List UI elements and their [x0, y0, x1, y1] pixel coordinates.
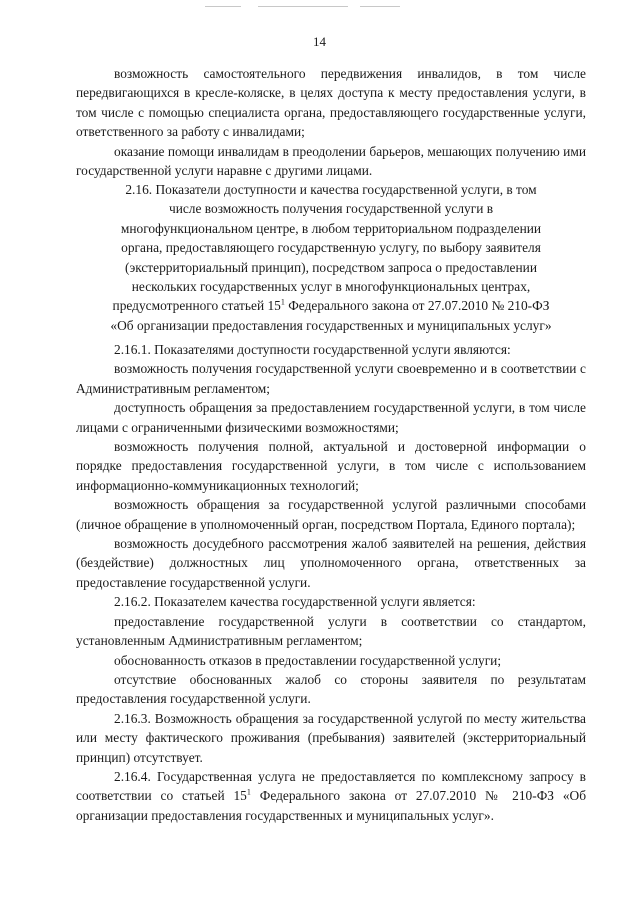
list-item: обоснованность отказов в предоставлении государственной услуги; — [114, 652, 502, 668]
paragraph-text: 2.16.4. Государственная услуга не предоставляется по комплексному запросу в соответствии со статьей 15 — [76, 768, 586, 804]
list-item: доступность обращения за предоставлением государственной услуги, в том числе лицами с ограниченными физическими возможностями; — [76, 400, 586, 435]
paragraph: возможность самостоятельного передвижения инвалидов, в том числе передвигающихся в кресле-коляске, в целях доступа к месту предоставления услуги, в том числе с помощью специалиста органа, предоставляющего государственные услуги, ответственного за работу с инвалидами; — [76, 66, 586, 140]
heading-text: предусмотренного статьей 15 — [112, 298, 281, 314]
body-block — [76, 340, 586, 825]
heading-line — [76, 296, 586, 315]
scan-artifact — [258, 6, 348, 7]
heading-line: (экстерриториальный принцип), посредством запроса о предоставлении — [124, 259, 537, 275]
subsection-title: 2.16.1. Показателями доступности государственной услуги являются: — [114, 342, 511, 357]
list-item: предоставление государственной услуги в соответствии со стандартом, установленным Административным регламентом; — [76, 613, 586, 649]
superscript: 1 — [246, 787, 251, 797]
heading-line: многофункциональном центре, в любом территориальном подразделении — [120, 220, 542, 236]
scan-artifact — [360, 6, 400, 7]
heading-text: Федерального закона от 27.07.2010 № 210-ФЗ — [284, 298, 550, 314]
intro-block — [76, 64, 586, 180]
paragraph — [76, 767, 586, 825]
list-item: возможность получения государственной услуги своевременно и в соответствии с Административным регламентом; — [76, 361, 586, 396]
page-number: 14 — [313, 34, 326, 49]
heading-line: 2.16. Показатели доступности и качества государственной услуги, в том — [125, 182, 537, 197]
section-heading — [76, 180, 586, 335]
paragraph-text: Федерального закона от 27.07.2010 № 210-ФЗ «Об организации предоставления государственных и муниципальных услуг». — [76, 788, 587, 823]
list-item: возможность досудебного рассмотрения жалоб заявителей на решения, действия (бездействие) должностных лиц уполномоченного органа, ответственных за предоставление государственной услуги. — [76, 536, 586, 590]
heading-line: числе возможность получения государственной услуги в — [168, 201, 494, 217]
paragraph: 2.16.3. Возможность обращения за государственной услугой по месту жительства или месту фактического проживания (пребывания) заявителей (экстерриториальный принцип) отсутствует. — [76, 710, 586, 765]
list-item: отсутствие обоснованных жалоб со стороны заявителя по результатам предоставления государственной услуги. — [76, 671, 586, 707]
subsection-title: 2.16.2. Показателем качества государственной услуги является: — [114, 594, 476, 610]
heading-line: «Об организации предоставления государственных и муниципальных услуг» — [110, 317, 552, 333]
heading-line: органа, предоставляющего государственную услугу, по выбору заявителя — [121, 240, 541, 256]
list-item: возможность обращения за государственной услугой различными способами (личное обращение в уполномоченный орган, посредством Портала, Единого портала); — [76, 497, 586, 532]
heading-line: нескольких государственных услуг в многофункциональных центрах, — [131, 279, 531, 295]
list-item: возможность получения полной, актуальной и достоверной информации о порядке предоставления государственной услуги, в том числе с использованием информационно-коммуникационных технологий; — [76, 439, 586, 493]
superscript: 1 — [280, 297, 285, 307]
scan-artifact — [205, 6, 241, 7]
paragraph: оказание помощи инвалидам в преодолении барьеров, мешающих получению ими государственной услуги наравне с другими лицами. — [76, 143, 586, 179]
